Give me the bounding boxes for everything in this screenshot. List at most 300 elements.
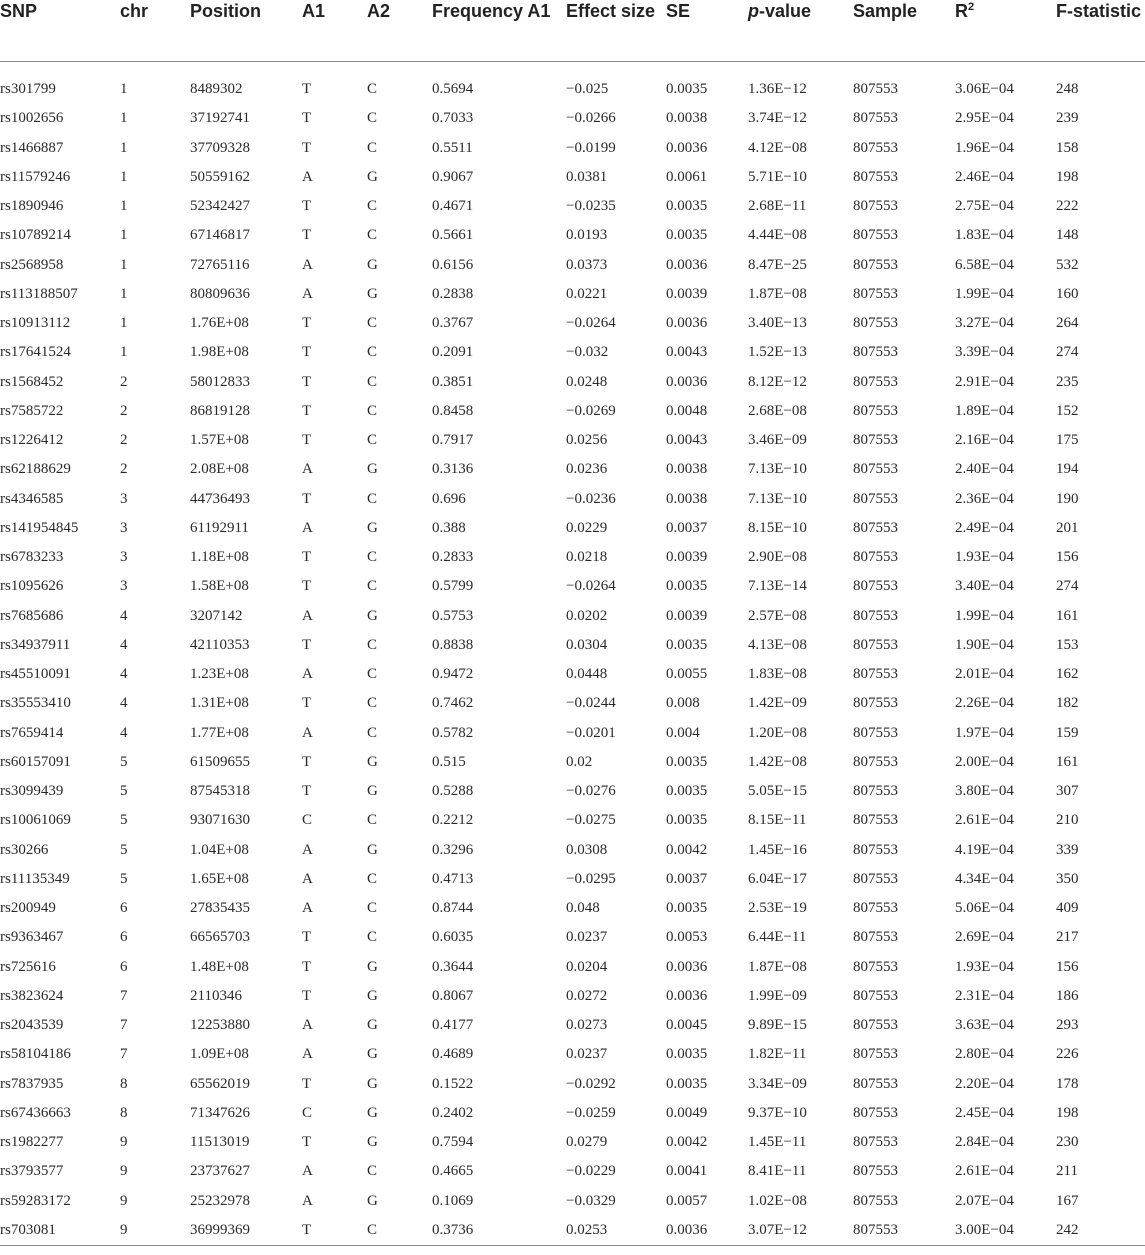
- cell-r2: 3.63E−04: [955, 1017, 1014, 1034]
- cell-a2: C: [367, 666, 378, 683]
- cell-se: 0.0035: [666, 636, 708, 653]
- cell-freq: 0.388: [432, 519, 466, 536]
- table-row: [0, 163, 1145, 192]
- cell-freq: 0.4671: [432, 198, 474, 215]
- table-row: [0, 1216, 1145, 1246]
- cell-fstat: 217: [1056, 929, 1079, 946]
- cell-sample: 807553: [853, 461, 898, 478]
- cell-snp: rs3793577: [0, 1163, 64, 1180]
- cell-effect: −0.0295: [566, 870, 616, 887]
- cell-position: 42110353: [190, 636, 250, 653]
- cell-a2: C: [367, 402, 378, 419]
- cell-a2: C: [367, 198, 378, 215]
- cell-pval: 6.04E−17: [748, 870, 807, 887]
- header-se-label: SE: [666, 1, 691, 21]
- cell-freq: 0.5661: [432, 227, 474, 244]
- cell-fstat: 264: [1056, 315, 1079, 332]
- cell-sample: 807553: [853, 1216, 955, 1246]
- cell-chr: 1: [120, 110, 128, 127]
- cell-se: 0.0036: [666, 1216, 748, 1246]
- cell-r2: 3.27E−04: [955, 315, 1014, 332]
- cell-position: 44736493: [190, 490, 250, 507]
- cell-snp: rs3823624: [0, 987, 64, 1004]
- cell-r2: 2.31E−04: [955, 987, 1014, 1004]
- cell-chr: 1: [120, 198, 128, 215]
- cell-position: 12253880: [190, 1017, 250, 1034]
- cell-chr: 3: [120, 578, 128, 595]
- header-snp: [0, 0, 120, 62]
- cell-se: 0.0042: [666, 841, 708, 858]
- table-row: [0, 719, 1145, 748]
- cell-a1: T: [302, 929, 312, 946]
- cell-r2: 2.95E−04: [955, 110, 1014, 127]
- cell-snp: rs7837935: [0, 1075, 64, 1092]
- cell-pval: 4.12E−08: [748, 139, 807, 156]
- cell-snp: rs3099439: [0, 783, 64, 800]
- cell-fstat: 182: [1056, 695, 1079, 712]
- cell-a2: G: [367, 168, 378, 185]
- cell-chr: 2: [120, 432, 128, 449]
- cell-a1: A: [302, 1163, 313, 1180]
- cell-se: 0.0055: [666, 666, 708, 683]
- cell-position: 23737627: [190, 1163, 250, 1180]
- cell-a2: C: [367, 315, 378, 332]
- cell-snp: rs60157091: [0, 753, 71, 770]
- cell-se: 0.0035: [666, 900, 708, 917]
- header-r2-base: R: [955, 1, 968, 21]
- cell-a2: C: [367, 812, 378, 829]
- table-row: [0, 1070, 1145, 1099]
- cell-fstat: 153: [1056, 636, 1079, 653]
- cell-se: 0.0035: [666, 81, 708, 98]
- table-row: [0, 631, 1145, 660]
- cell-a1: T: [302, 695, 312, 712]
- cell-pval: 2.53E−19: [748, 900, 807, 917]
- cell-effect: −0.0235: [566, 198, 616, 215]
- cell-se: 0.0035: [666, 1075, 708, 1092]
- table-row: [0, 1099, 1145, 1128]
- cell-snp: rs67436663: [0, 1104, 71, 1121]
- cell-sample: 807553: [853, 139, 898, 156]
- table-row: [0, 485, 1145, 514]
- cell-effect: −0.0269: [566, 402, 616, 419]
- cell-a2: G: [367, 783, 378, 800]
- cell-pval: 1.99E−09: [748, 987, 807, 1004]
- cell-position: 8489302: [190, 81, 243, 98]
- cell-a1: A: [302, 519, 313, 536]
- cell-freq: 0.3296: [432, 841, 474, 858]
- cell-effect: 0.0237: [566, 1046, 608, 1063]
- cell-r2: 2.80E−04: [955, 1046, 1014, 1063]
- cell-a1: A: [302, 285, 313, 302]
- cell-snp: rs34937911: [0, 636, 71, 653]
- table-header: [0, 0, 1145, 62]
- cell-effect: 0.0236: [566, 461, 608, 478]
- cell-fstat: 156: [1056, 958, 1079, 975]
- cell-pval: 1.45E−11: [748, 1134, 807, 1151]
- cell-freq: 0.4177: [432, 1017, 474, 1034]
- cell-a2: C: [367, 490, 378, 507]
- cell-se: 0.0037: [666, 870, 708, 887]
- cell-r2: 2.84E−04: [955, 1134, 1014, 1151]
- cell-snp: rs1226412: [0, 432, 64, 449]
- cell-sample: 807553: [853, 958, 898, 975]
- cell-snp: rs45510091: [0, 666, 71, 683]
- cell-position: 2.08E+08: [190, 461, 249, 478]
- cell-sample: 807553: [853, 607, 898, 624]
- table-row: [0, 777, 1145, 806]
- cell-sample: 807553: [853, 285, 898, 302]
- cell-chr: 2: [120, 461, 128, 478]
- table-row: [0, 426, 1145, 455]
- cell-freq: 0.3644: [432, 958, 474, 975]
- cell-fstat: 178: [1056, 1075, 1079, 1092]
- cell-pval: 6.44E−11: [748, 929, 807, 946]
- cell-pval: 7.13E−10: [748, 461, 807, 478]
- cell-a2: G: [367, 841, 378, 858]
- header-spacer: [0, 62, 1145, 76]
- cell-r2: 2.20E−04: [955, 1075, 1014, 1092]
- cell-chr: 5: [120, 783, 128, 800]
- cell-freq: 0.3136: [432, 461, 474, 478]
- cell-freq: 0.3736: [432, 1216, 566, 1246]
- cell-effect: −0.0259: [566, 1104, 616, 1121]
- table-row: [0, 75, 1145, 104]
- cell-a1: A: [302, 461, 313, 478]
- cell-fstat: 242: [1056, 1216, 1145, 1246]
- cell-pval: 1.20E−08: [748, 724, 807, 741]
- header-a2-label: A2: [367, 1, 391, 21]
- header-p-value-rest: -value: [759, 1, 812, 21]
- cell-sample: 807553: [853, 432, 898, 449]
- table-row: [0, 748, 1145, 777]
- cell-freq: 0.696: [432, 490, 466, 507]
- cell-chr: 6: [120, 958, 128, 975]
- cell-se: 0.0036: [666, 987, 708, 1004]
- cell-sample: 807553: [853, 1192, 898, 1209]
- cell-a2: G: [367, 987, 378, 1004]
- cell-fstat: 175: [1056, 432, 1079, 449]
- cell-snp: rs11135349: [0, 870, 70, 887]
- cell-fstat: 210: [1056, 812, 1079, 829]
- cell-sample: 807553: [853, 1046, 898, 1063]
- header-p-value-italic: p: [748, 1, 759, 21]
- cell-sample: 807553: [853, 841, 898, 858]
- cell-snp: rs9363467: [0, 929, 64, 946]
- cell-effect: 0.0193: [566, 227, 608, 244]
- cell-fstat: 159: [1056, 724, 1079, 741]
- header-r2: [955, 0, 1056, 62]
- cell-effect: 0.048: [566, 900, 600, 917]
- cell-snp: rs1890946: [0, 198, 64, 215]
- cell-pval: 8.41E−11: [748, 1163, 807, 1180]
- cell-a1: T: [302, 958, 312, 975]
- cell-a2: C: [367, 549, 378, 566]
- cell-position: 71347626: [190, 1104, 250, 1121]
- cell-effect: 0.0218: [566, 549, 608, 566]
- cell-fstat: 161: [1056, 607, 1079, 624]
- cell-a2: C: [367, 110, 378, 127]
- cell-freq: 0.5799: [432, 578, 474, 595]
- cell-a2: C: [367, 900, 378, 917]
- cell-pval: 2.90E−08: [748, 549, 807, 566]
- cell-position: 1.18E+08: [190, 549, 249, 566]
- cell-fstat: 158: [1056, 139, 1079, 156]
- cell-chr: 1: [120, 285, 128, 302]
- cell-fstat: 152: [1056, 402, 1079, 419]
- cell-fstat: 293: [1056, 1017, 1079, 1034]
- cell-se: 0.0035: [666, 227, 708, 244]
- cell-sample: 807553: [853, 81, 898, 98]
- cell-a2: G: [367, 607, 378, 624]
- cell-se: 0.0057: [666, 1192, 708, 1209]
- cell-a1: T: [302, 139, 312, 156]
- cell-fstat: 156: [1056, 549, 1079, 566]
- cell-a1: A: [302, 870, 313, 887]
- cell-position: 1.04E+08: [190, 841, 249, 858]
- cell-effect: −0.0244: [566, 695, 616, 712]
- cell-snp: rs1982277: [0, 1134, 64, 1151]
- cell-a1: T: [302, 81, 312, 98]
- table-row: [0, 660, 1145, 689]
- cell-effect: 0.0248: [566, 373, 608, 390]
- cell-r2: 2.26E−04: [955, 695, 1014, 712]
- cell-snp: rs11579246: [0, 168, 71, 185]
- cell-freq: 0.7917: [432, 432, 474, 449]
- cell-pval: 7.13E−10: [748, 490, 807, 507]
- cell-pval: 5.71E−10: [748, 168, 807, 185]
- cell-position: 67146817: [190, 227, 250, 244]
- table-row: [0, 982, 1145, 1011]
- cell-sample: 807553: [853, 695, 898, 712]
- table-row: [0, 953, 1145, 982]
- cell-r2: 1.89E−04: [955, 402, 1014, 419]
- cell-a2: C: [367, 695, 378, 712]
- cell-freq: 0.515: [432, 753, 466, 770]
- cell-a2: G: [367, 461, 378, 478]
- cell-a2: G: [367, 753, 378, 770]
- cell-se: 0.0049: [666, 1104, 708, 1121]
- cell-snp: rs2043539: [0, 1017, 64, 1034]
- table-row: [0, 104, 1145, 133]
- cell-a1: A: [302, 1046, 313, 1063]
- cell-freq: 0.5753: [432, 607, 474, 624]
- header-frequency: [432, 0, 566, 62]
- cell-a1: A: [302, 1192, 313, 1209]
- cell-snp: rs200949: [0, 900, 56, 917]
- cell-effect: 0.0229: [566, 519, 608, 536]
- cell-se: 0.0039: [666, 285, 708, 302]
- cell-freq: 0.7033: [432, 110, 474, 127]
- cell-chr: 4: [120, 666, 128, 683]
- cell-position: 37192741: [190, 110, 250, 127]
- cell-fstat: 201: [1056, 519, 1079, 536]
- cell-r2: 6.58E−04: [955, 256, 1014, 273]
- cell-sample: 807553: [853, 373, 898, 390]
- table-row: [0, 602, 1145, 631]
- cell-effect: 0.0253: [566, 1216, 666, 1246]
- cell-a2: C: [367, 1216, 432, 1246]
- cell-snp: rs725616: [0, 958, 56, 975]
- cell-freq: 0.1069: [432, 1192, 474, 1209]
- cell-freq: 0.9472: [432, 666, 474, 683]
- table-row: [0, 1128, 1145, 1157]
- cell-position: 80809636: [190, 285, 250, 302]
- cell-pval: 2.68E−11: [748, 198, 807, 215]
- cell-snp: rs58104186: [0, 1046, 71, 1063]
- cell-freq: 0.3851: [432, 373, 474, 390]
- cell-freq: 0.8067: [432, 987, 474, 1004]
- cell-snp: rs7585722: [0, 402, 64, 419]
- cell-r2: 2.07E−04: [955, 1192, 1014, 1209]
- cell-a2: G: [367, 1104, 378, 1121]
- cell-freq: 0.4665: [432, 1163, 474, 1180]
- cell-fstat: 167: [1056, 1192, 1079, 1209]
- cell-position: 1.31E+08: [190, 695, 249, 712]
- cell-r2: 2.75E−04: [955, 198, 1014, 215]
- table-row: [0, 1040, 1145, 1069]
- cell-effect: 0.0381: [566, 168, 608, 185]
- cell-a1: A: [302, 256, 313, 273]
- cell-snp: rs2568958: [0, 256, 64, 273]
- cell-r2: 1.99E−04: [955, 285, 1014, 302]
- cell-effect: 0.0221: [566, 285, 608, 302]
- cell-sample: 807553: [853, 256, 898, 273]
- cell-chr: 7: [120, 987, 128, 1004]
- header-a2: [367, 0, 432, 62]
- cell-chr: 8: [120, 1104, 128, 1121]
- cell-position: 3207142: [190, 607, 243, 624]
- cell-fstat: 186: [1056, 987, 1079, 1004]
- cell-freq: 0.7462: [432, 695, 474, 712]
- cell-a2: C: [367, 432, 378, 449]
- cell-position: 2110346: [190, 987, 242, 1004]
- cell-a2: G: [367, 1192, 378, 1209]
- cell-chr: 3: [120, 519, 128, 536]
- cell-sample: 807553: [853, 198, 898, 215]
- cell-r2: 2.45E−04: [955, 1104, 1014, 1121]
- cell-a2: G: [367, 958, 378, 975]
- cell-se: 0.0035: [666, 753, 708, 770]
- cell-sample: 807553: [853, 519, 898, 536]
- cell-freq: 0.5288: [432, 783, 474, 800]
- cell-r2: 1.97E−04: [955, 724, 1014, 741]
- cell-r2: 2.40E−04: [955, 461, 1014, 478]
- cell-pval: 8.15E−11: [748, 812, 807, 829]
- cell-fstat: 226: [1056, 1046, 1079, 1063]
- cell-effect: −0.0201: [566, 724, 616, 741]
- cell-sample: 807553: [853, 1017, 898, 1034]
- cell-a2: C: [367, 344, 378, 361]
- cell-fstat: 161: [1056, 753, 1079, 770]
- cell-effect: −0.0292: [566, 1075, 616, 1092]
- cell-position: 58012833: [190, 373, 250, 390]
- cell-chr: 5: [120, 753, 128, 770]
- cell-fstat: 198: [1056, 168, 1079, 185]
- cell-fstat: 222: [1056, 198, 1079, 215]
- cell-a1: T: [302, 549, 312, 566]
- cell-effect: −0.0236: [566, 490, 616, 507]
- cell-pval: 8.47E−25: [748, 256, 807, 273]
- cell-position: 65562019: [190, 1075, 250, 1092]
- cell-r2: 4.34E−04: [955, 870, 1014, 887]
- cell-effect: 0.0256: [566, 432, 608, 449]
- table-row: [0, 543, 1145, 572]
- cell-a1: A: [302, 724, 313, 741]
- cell-chr: 3: [120, 549, 128, 566]
- cell-chr: 5: [120, 841, 128, 858]
- cell-chr: 7: [120, 1046, 128, 1063]
- cell-pval: 9.89E−15: [748, 1017, 807, 1034]
- cell-snp: rs10913112: [0, 315, 71, 332]
- cell-sample: 807553: [853, 812, 898, 829]
- cell-pval: 3.74E−12: [748, 110, 807, 127]
- cell-pval: 1.83E−08: [748, 666, 807, 683]
- cell-pval: 1.42E−08: [748, 753, 807, 770]
- cell-effect: 0.0204: [566, 958, 608, 975]
- table-row: [0, 514, 1145, 543]
- cell-r2: 1.93E−04: [955, 958, 1014, 975]
- cell-freq: 0.8838: [432, 636, 474, 653]
- cell-r2: 1.90E−04: [955, 636, 1014, 653]
- cell-sample: 807553: [853, 344, 898, 361]
- cell-a1: T: [302, 636, 312, 653]
- cell-freq: 0.2838: [432, 285, 474, 302]
- cell-se: 0.0036: [666, 373, 708, 390]
- cell-a1: T: [302, 490, 312, 507]
- cell-effect: 0.0202: [566, 607, 608, 624]
- cell-pval: 3.46E−09: [748, 432, 807, 449]
- header-f-statistic-label: F-statistic: [1056, 1, 1142, 21]
- cell-r2: 2.36E−04: [955, 490, 1014, 507]
- cell-sample: 807553: [853, 227, 898, 244]
- cell-fstat: 194: [1056, 461, 1079, 478]
- cell-fstat: 160: [1056, 285, 1079, 302]
- cell-freq: 0.2212: [432, 812, 474, 829]
- cell-fstat: 307: [1056, 783, 1079, 800]
- cell-a2: C: [367, 1163, 378, 1180]
- header-se: [666, 0, 748, 62]
- header-r2-label: [955, 0, 1056, 22]
- cell-sample: 807553: [853, 402, 898, 419]
- cell-se: 0.0039: [666, 549, 708, 566]
- cell-a1: T: [302, 344, 312, 361]
- cell-sample: 807553: [853, 636, 898, 653]
- cell-sample: 807553: [853, 1163, 898, 1180]
- cell-fstat: 532: [1056, 256, 1079, 273]
- header-r2-sup: 2: [968, 1, 975, 13]
- table-row: [0, 338, 1145, 367]
- table-row: [0, 134, 1145, 163]
- cell-sample: 807553: [853, 315, 898, 332]
- cell-sample: 807553: [853, 1075, 898, 1092]
- cell-chr: 9: [120, 1192, 128, 1209]
- cell-r2: 2.46E−04: [955, 168, 1014, 185]
- cell-se: 0.004: [666, 724, 700, 741]
- cell-freq: 0.1522: [432, 1075, 474, 1092]
- cell-position: 1.48E+08: [190, 958, 249, 975]
- header-a1-label: A1: [302, 1, 326, 21]
- cell-effect: 0.0279: [566, 1134, 608, 1151]
- cell-a1: T: [302, 753, 312, 770]
- cell-a2: G: [367, 519, 378, 536]
- table-row: [0, 455, 1145, 484]
- cell-position: 37709328: [190, 139, 250, 156]
- cell-se: 0.0038: [666, 110, 708, 127]
- cell-se: 0.0035: [666, 1046, 708, 1063]
- cell-a2: C: [367, 870, 378, 887]
- cell-effect: −0.0275: [566, 812, 616, 829]
